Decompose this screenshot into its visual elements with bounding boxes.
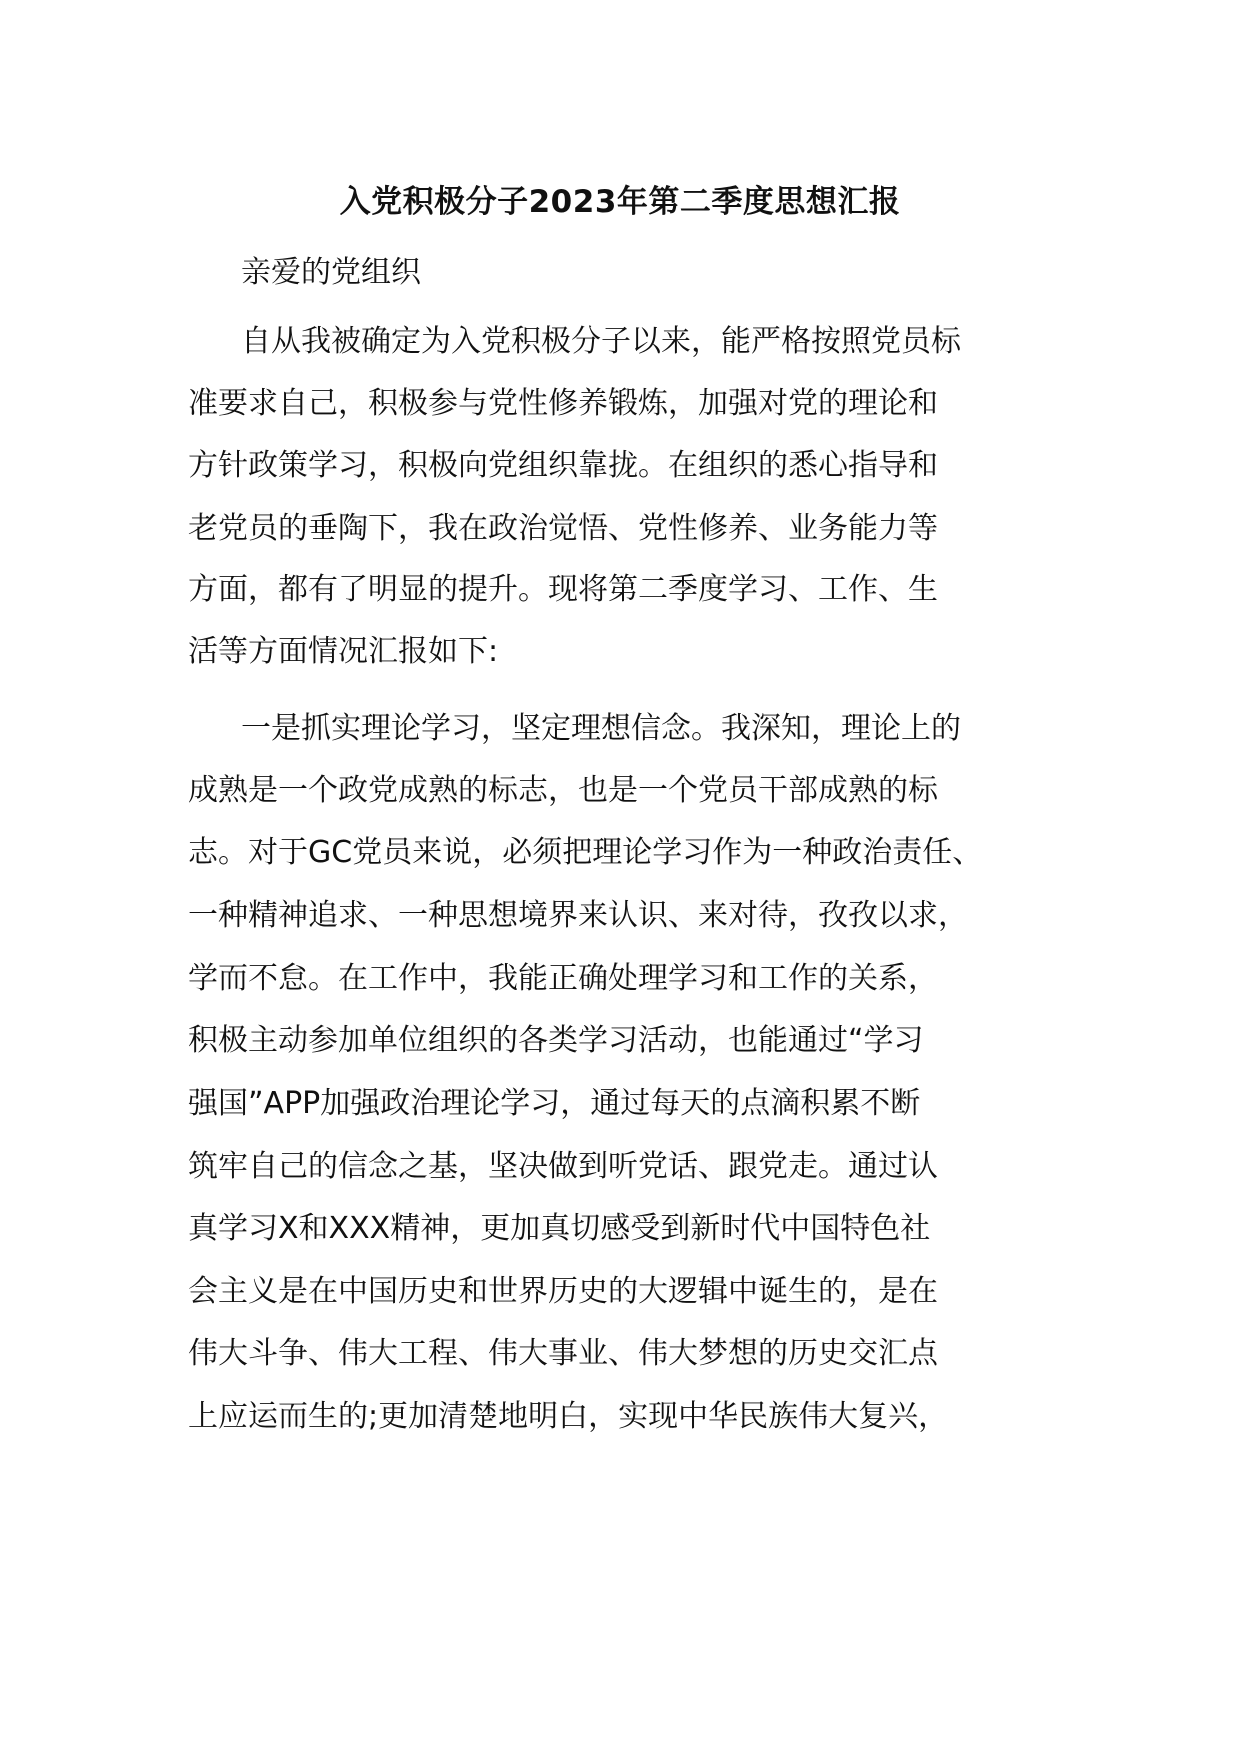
paragraph-line: 强国”APP加强政治理论学习，通过每天的点滴积累不断 bbox=[188, 1086, 921, 1121]
paragraph-line: 方面，都有了明显的提升。现将第二季度学习、工作、生 bbox=[188, 572, 938, 607]
paragraph-line: 活等方面情况汇报如下: bbox=[188, 634, 499, 669]
paragraph-line: 筑牢自己的信念之基，坚决做到听党话、跟党走。通过认 bbox=[188, 1149, 938, 1184]
paragraph-line: 积极主动参加单位组织的各类学习活动，也能通过“学习 bbox=[188, 1023, 924, 1058]
paragraph-line: 上应运而生的;更加清楚地明白，实现中华民族伟大复兴， bbox=[188, 1399, 949, 1434]
paragraph-line: 志。对于GC党员来说，必须把理论学习作为一种政治责任、 bbox=[188, 835, 983, 870]
paragraph-line: 方针政策学习，积极向党组织靠拢。在组织的悉心指导和 bbox=[188, 448, 938, 483]
paragraph-line: 伟大斗争、伟大工程、伟大事业、伟大梦想的历史交汇点 bbox=[188, 1336, 938, 1371]
paragraph-line: 老党员的垂陶下，我在政治觉悟、党性修养、业务能力等 bbox=[188, 511, 938, 546]
paragraph-line: 成熟是一个政党成熟的标志，也是一个党员干部成熟的标 bbox=[188, 773, 938, 808]
salutation: 亲爱的党组织 bbox=[241, 255, 421, 290]
paragraph-line: 真学习X和XXX精神，更加真切感受到新时代中国特色社 bbox=[188, 1211, 931, 1246]
paragraph-line: 准要求自己，积极参与党性修养锻炼，加强对党的理论和 bbox=[188, 386, 938, 421]
paragraph-line: 一种精神追求、一种思想境界来认识、来对待，孜孜以求， bbox=[188, 898, 968, 933]
document-title: 入党积极分子2023年第二季度思想汇报 bbox=[339, 184, 901, 220]
paragraph-line: 会主义是在中国历史和世界历史的大逻辑中诞生的，是在 bbox=[188, 1274, 938, 1309]
paragraph-line: 自从我被确定为入党积极分子以来，能严格按照党员标 bbox=[241, 324, 961, 359]
paragraph-line: 学而不怠。在工作中，我能正确处理学习和工作的关系， bbox=[188, 961, 938, 996]
paragraph-line: 一是抓实理论学习，坚定理想信念。我深知，理论上的 bbox=[241, 711, 961, 746]
